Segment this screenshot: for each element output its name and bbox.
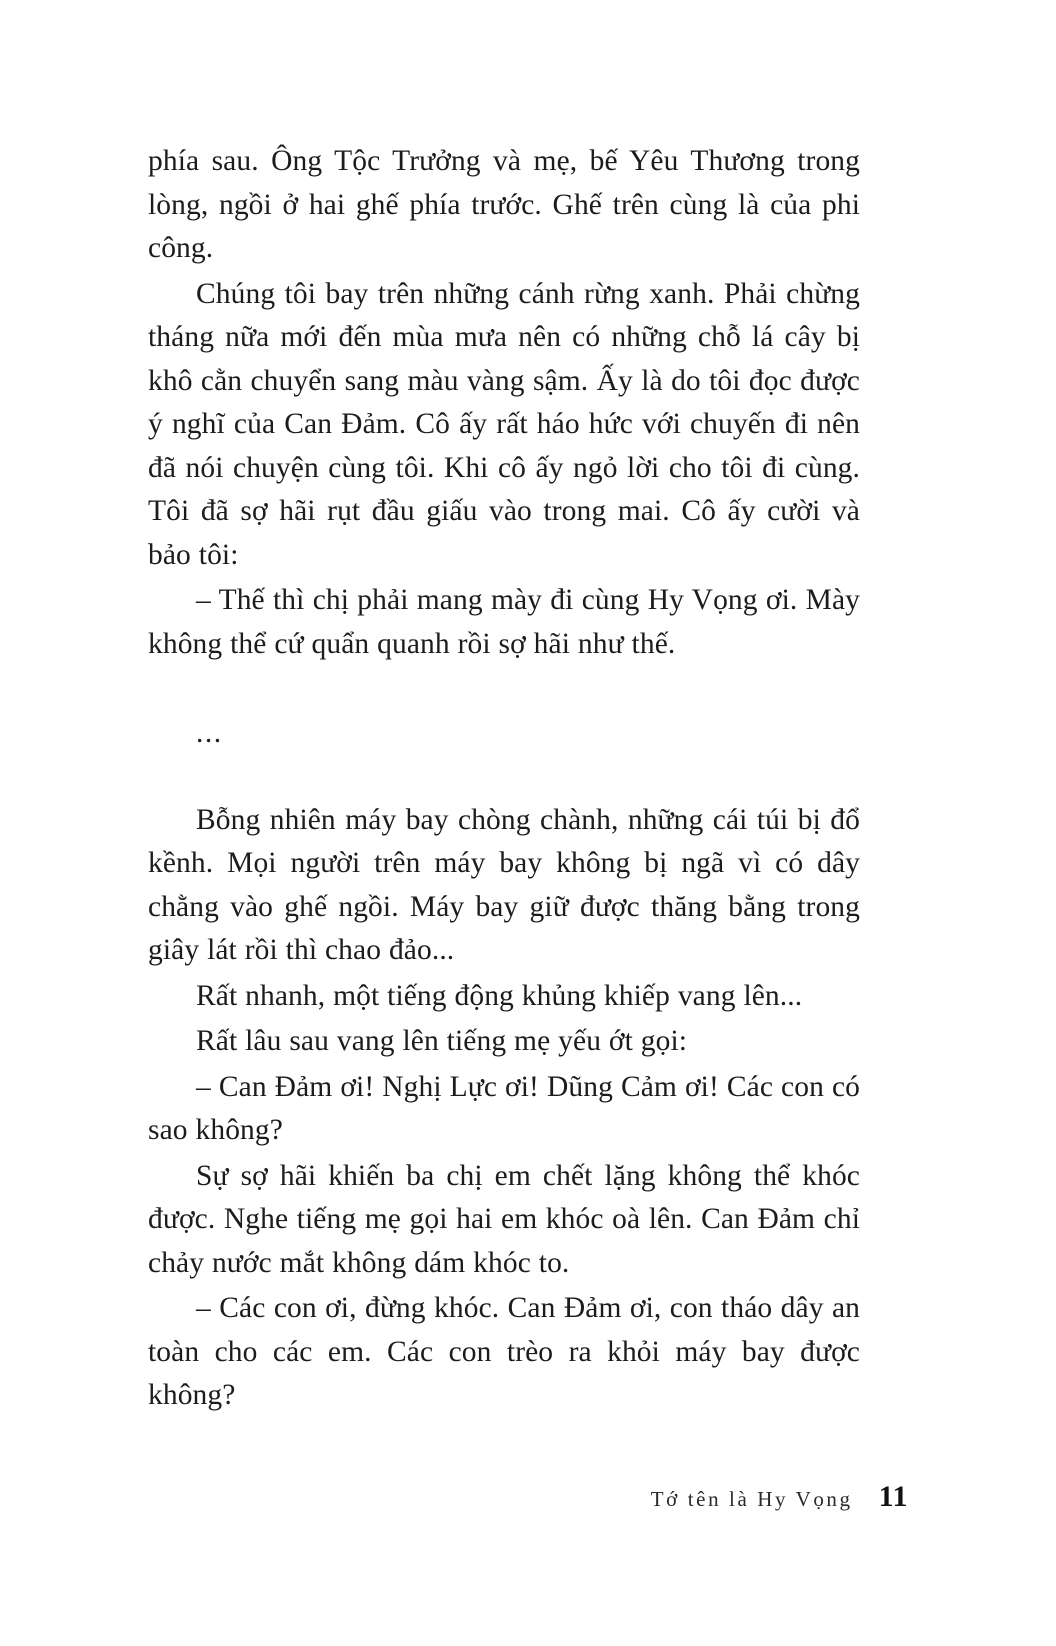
paragraph: Rất lâu sau vang lên tiếng mẹ yếu ớt gọi: <box>196 1025 688 1057</box>
paragraph: Rất nhanh, một tiếng động khủng khiếp vang lên... <box>196 979 803 1012</box>
page-footer <box>148 1480 908 1514</box>
paragraph: Sự sợ hãi khiến ba chị em chết lặng không thể khóc được. Nghe tiếng mẹ gọi hai em khóc oà lên. Can Đảm chỉ chảy nước mắt không dám khóc to. <box>148 1159 860 1279</box>
paragraph: Chúng tôi bay trên những cánh rừng xanh. Phải chừng tháng nữa mới đến mùa mưa nên có những chỗ lá cây bị khô cằn chuyển sang màu vàng sậm. Ấy là do tôi đọc được ý nghĩ của Can Đảm. Cô ấy rất háo hức với chuyến đi nên đã nói chuyện cùng tôi. Khi cô ấy ngỏ lời cho tôi đi cùng. Tôi đã sợ hãi rụt đầu giấu vào trong mai. Cô ấy cười và bảo tôi: <box>148 277 860 571</box>
paragraph: – Các con ơi, đừng khóc. Can Đảm ơi, con tháo dây an toàn cho các em. Các con trèo ra khỏi máy bay được không? <box>148 1292 860 1411</box>
paragraph: – Can Đảm ơi! Nghị Lực ơi! Dũng Cảm ơi! Các con có sao không? <box>148 1070 860 1146</box>
paragraph-spacer <box>148 785 860 799</box>
paragraph-spacer <box>148 668 860 682</box>
footer-book-title: Tớ tên là Hy Vọng <box>650 1487 853 1511</box>
paragraph: Bỗng nhiên máy bay chòng chành, những cái túi bị đổ kềnh. Mọi người trên máy bay không bị ngã vì có dây chằng vào ghế ngồi. Máy bay giữ được thăng bằng trong giây lát rồi thì chao đảo... <box>148 803 860 966</box>
paragraph: – Thế thì chị phải mang mày đi cùng Hy Vọng ơi. Mày không thể cứ quẩn quanh rồi sợ hãi như thế. <box>148 584 860 660</box>
page-text-body <box>148 140 860 1420</box>
paragraph-ellipsis: ... <box>196 716 223 749</box>
paragraph: phía sau. Ông Tộc Trưởng và mẹ, bế Yêu Thương trong lòng, ngồi ở hai ghế phía trước. Ghế trên cùng là của phi công. <box>148 145 860 264</box>
page-number: 11 <box>878 1480 908 1513</box>
